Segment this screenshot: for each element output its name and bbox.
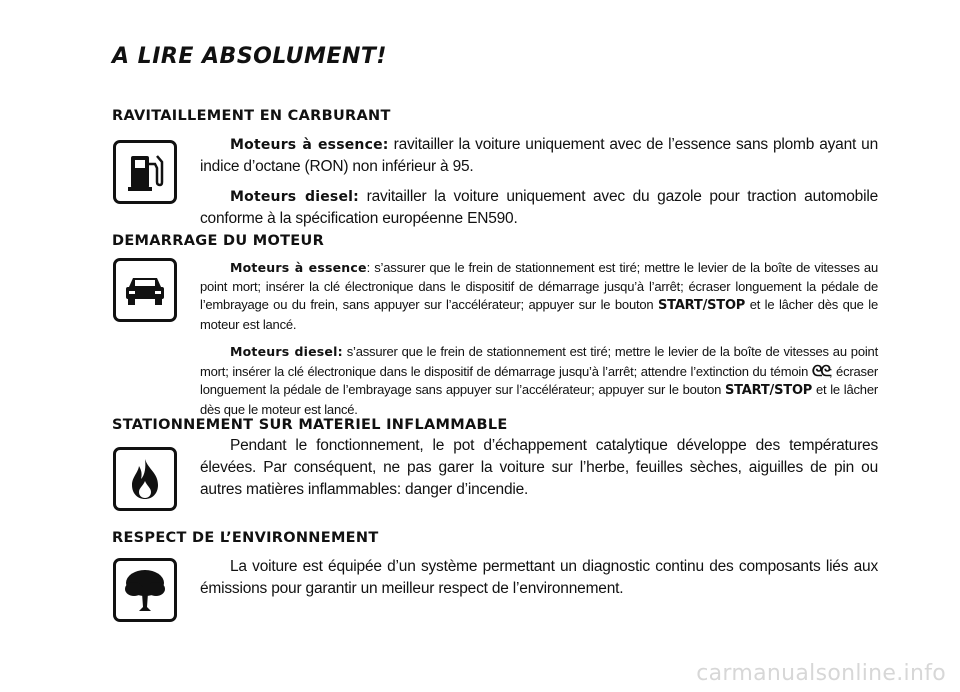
start-diesel-text-c: et le lâcher dès que le moteur est lancé. xyxy=(200,382,878,417)
fire-icon xyxy=(113,447,177,511)
start-diesel-text-b: ; écraser longuement la pédale de l’embrayage sans appuyer sur l’accélérateur; appuyer sur le bouton xyxy=(200,363,879,397)
fuel-pump-icon xyxy=(113,140,177,204)
start-petrol-text-b: et le lâcher dès que le moteur est lancé. xyxy=(200,297,878,332)
fuel-petrol-text: ravitailler la voiture uniquement avec de l’essence sans plomb ayant un indice d’octane (RON) non inférieur à 95. xyxy=(200,136,878,175)
watermark: carmanualsonline.info xyxy=(696,661,946,686)
page-title: A LIRE ABSOLUMENT! xyxy=(112,44,387,69)
fuel-petrol-paragraph xyxy=(200,134,878,178)
car-icon xyxy=(113,258,177,322)
fuel-diesel-lead: Moteurs diesel: xyxy=(230,189,359,205)
environment-text: La voiture est équipée d’un système permettant un diagnostic continu des composants liés aux émissions pour garantir un meilleur respect de l’environnement. xyxy=(200,558,878,597)
start-stop-button-label: START/STOP xyxy=(658,298,746,313)
fuel-section-heading: RAVITAILLEMENT EN CARBURANT xyxy=(112,108,391,124)
start-section-body xyxy=(200,259,878,419)
environment-section-heading: RESPECT DE L’ENVIRONNEMENT xyxy=(112,530,379,546)
parking-section-body xyxy=(200,435,878,501)
fuel-diesel-paragraph xyxy=(200,186,878,230)
environment-paragraph xyxy=(200,556,878,600)
start-section-heading: DEMARRAGE DU MOTEUR xyxy=(112,233,325,249)
tree-icon xyxy=(113,558,177,622)
start-petrol-paragraph xyxy=(200,259,878,334)
start-diesel-paragraph xyxy=(200,343,878,419)
fuel-petrol-lead: Moteurs à essence: xyxy=(230,137,389,153)
start-stop-button-label-diesel: START/STOP xyxy=(724,383,813,398)
start-diesel-text-a: s’assurer que le frein de stationnement est tiré; mettre le levier de la boîte de vitesses au point mort; insérer la clé électronique dans le dispositif de démarrage jusqu’à l’arrêt; attendre l’extinction du témoin xyxy=(200,344,879,379)
environment-section-body xyxy=(200,556,878,600)
parking-text: Pendant le fonctionnement, le pot d’échappement catalytique développe des températures élevées. Par conséquent, ne pas garer la voiture sur l’herbe, feuilles sèches, aiguilles de pin ou autres matières inflammables: danger d’incendie. xyxy=(200,437,878,498)
start-diesel-lead: Moteurs diesel: xyxy=(230,344,343,359)
parking-paragraph xyxy=(200,435,878,501)
parking-section-heading: STATIONNEMENT SUR MATERIEL INFLAMMABLE xyxy=(112,417,508,433)
start-petrol-lead: Moteurs à essence xyxy=(230,260,367,275)
fuel-diesel-text: ravitailler la voiture uniquement avec du gazole pour traction automobile conforme à la spécification européenne EN590. xyxy=(200,188,878,227)
start-petrol-text-a: : s’assurer que le frein de stationnement est tiré; mettre le levier de la boîte de vitesses au point mort; insérer la clé électronique dans le dispositif de démarrage jusqu’à l’arrêt; écraser longuement la pédale de l’embrayage ou du frein, sans appuyer sur l’accélérateur; appuyer sur le bouton xyxy=(200,260,878,312)
fuel-section-body xyxy=(200,134,878,230)
glow-plug-icon: ᘓᘓ xyxy=(811,361,829,380)
